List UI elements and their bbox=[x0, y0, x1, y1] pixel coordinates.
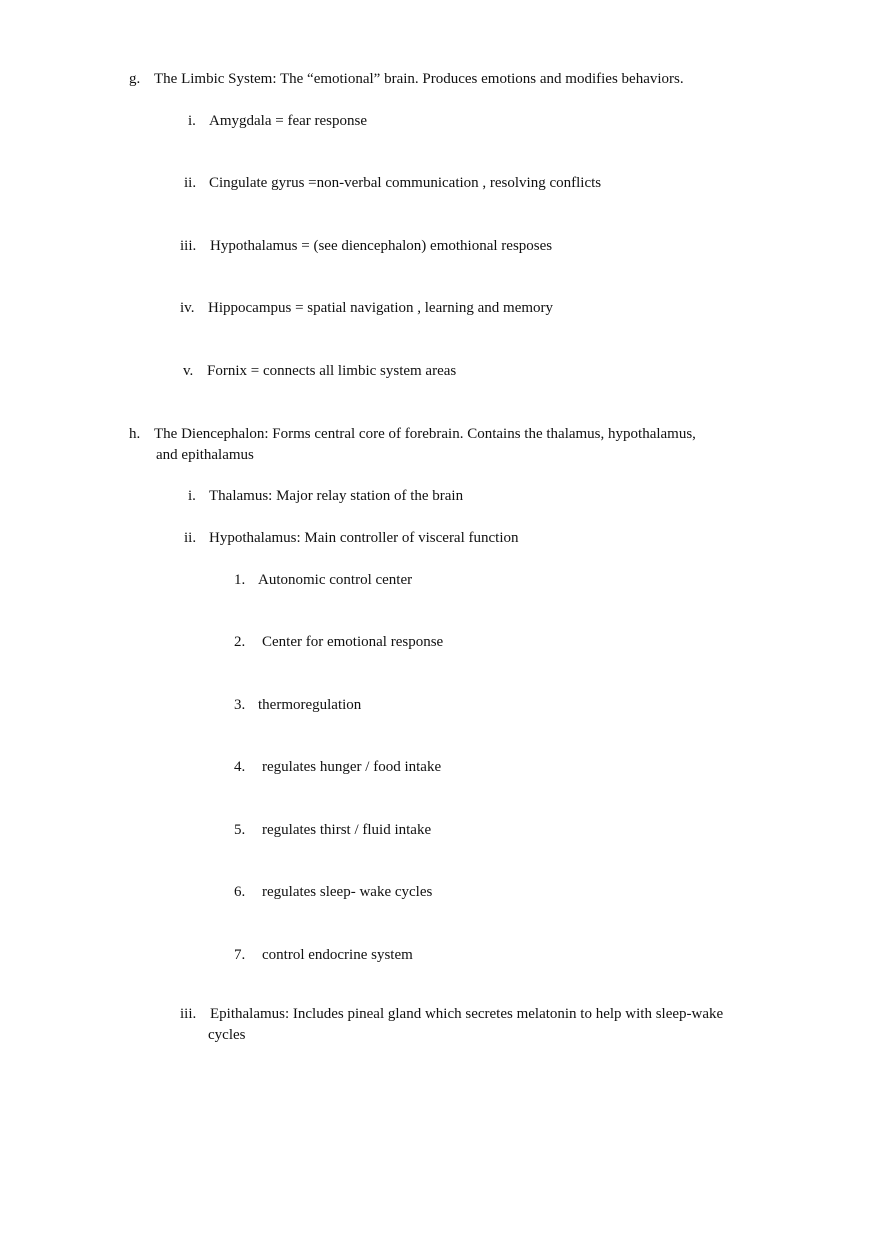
subitem-marker: 3. bbox=[234, 697, 246, 713]
subitem-text: Autonomic control center bbox=[258, 572, 413, 588]
item-text: Fornix = connects all limbic system areas bbox=[207, 363, 457, 379]
item-text-continued: cycles bbox=[208, 1027, 246, 1043]
subitem-marker: 7. bbox=[234, 947, 246, 963]
item-marker: i. bbox=[188, 113, 196, 129]
subitem-marker: 2. bbox=[234, 634, 246, 650]
item-text: Hypothalamus = (see diencephalon) emothional resposes bbox=[210, 238, 553, 254]
section-heading-text: The Limbic System: The “emotional” brain. Produces emotions and modifies behaviors. bbox=[154, 71, 684, 87]
item-text: Hypothalamus: Main controller of visceral function bbox=[209, 530, 519, 546]
section-marker: g. bbox=[129, 71, 141, 87]
subitem-marker: 5. bbox=[234, 822, 246, 838]
item-marker: ii. bbox=[184, 530, 197, 546]
section-heading-text: The Diencephalon: Forms central core of forebrain. Contains the thalamus, hypothalamus, bbox=[154, 426, 696, 442]
item-marker: iii. bbox=[180, 1006, 197, 1022]
item-marker: ii. bbox=[184, 175, 197, 191]
item-marker: iii. bbox=[180, 238, 197, 254]
item-marker: iv. bbox=[180, 300, 195, 316]
subitem-text: Center for emotional response bbox=[262, 634, 444, 650]
subitem-text: regulates sleep- wake cycles bbox=[262, 884, 433, 900]
item-text: Amygdala = fear response bbox=[209, 113, 367, 129]
subitem-marker: 4. bbox=[234, 759, 246, 775]
item-marker: i. bbox=[188, 488, 196, 504]
subitem-text: regulates hunger / food intake bbox=[262, 759, 442, 775]
section-heading-text-continued: and epithalamus bbox=[156, 447, 254, 463]
item-marker: v. bbox=[183, 363, 194, 379]
subitem-marker: 1. bbox=[234, 572, 246, 588]
item-text: Hippocampus = spatial navigation , learning and memory bbox=[208, 300, 554, 316]
subitem-text: thermoregulation bbox=[258, 697, 362, 713]
item-text: Epithalamus: Includes pineal gland which secretes melatonin to help with sleep-wake bbox=[210, 1006, 724, 1022]
subitem-text: regulates thirst / fluid intake bbox=[262, 822, 432, 838]
subitem-marker: 6. bbox=[234, 884, 246, 900]
section-marker: h. bbox=[129, 426, 141, 442]
subitem-text: control endocrine system bbox=[262, 947, 413, 963]
item-text: Thalamus: Major relay station of the brain bbox=[209, 488, 464, 504]
item-text: Cingulate gyrus =non-verbal communication , resolving conflicts bbox=[209, 175, 602, 191]
